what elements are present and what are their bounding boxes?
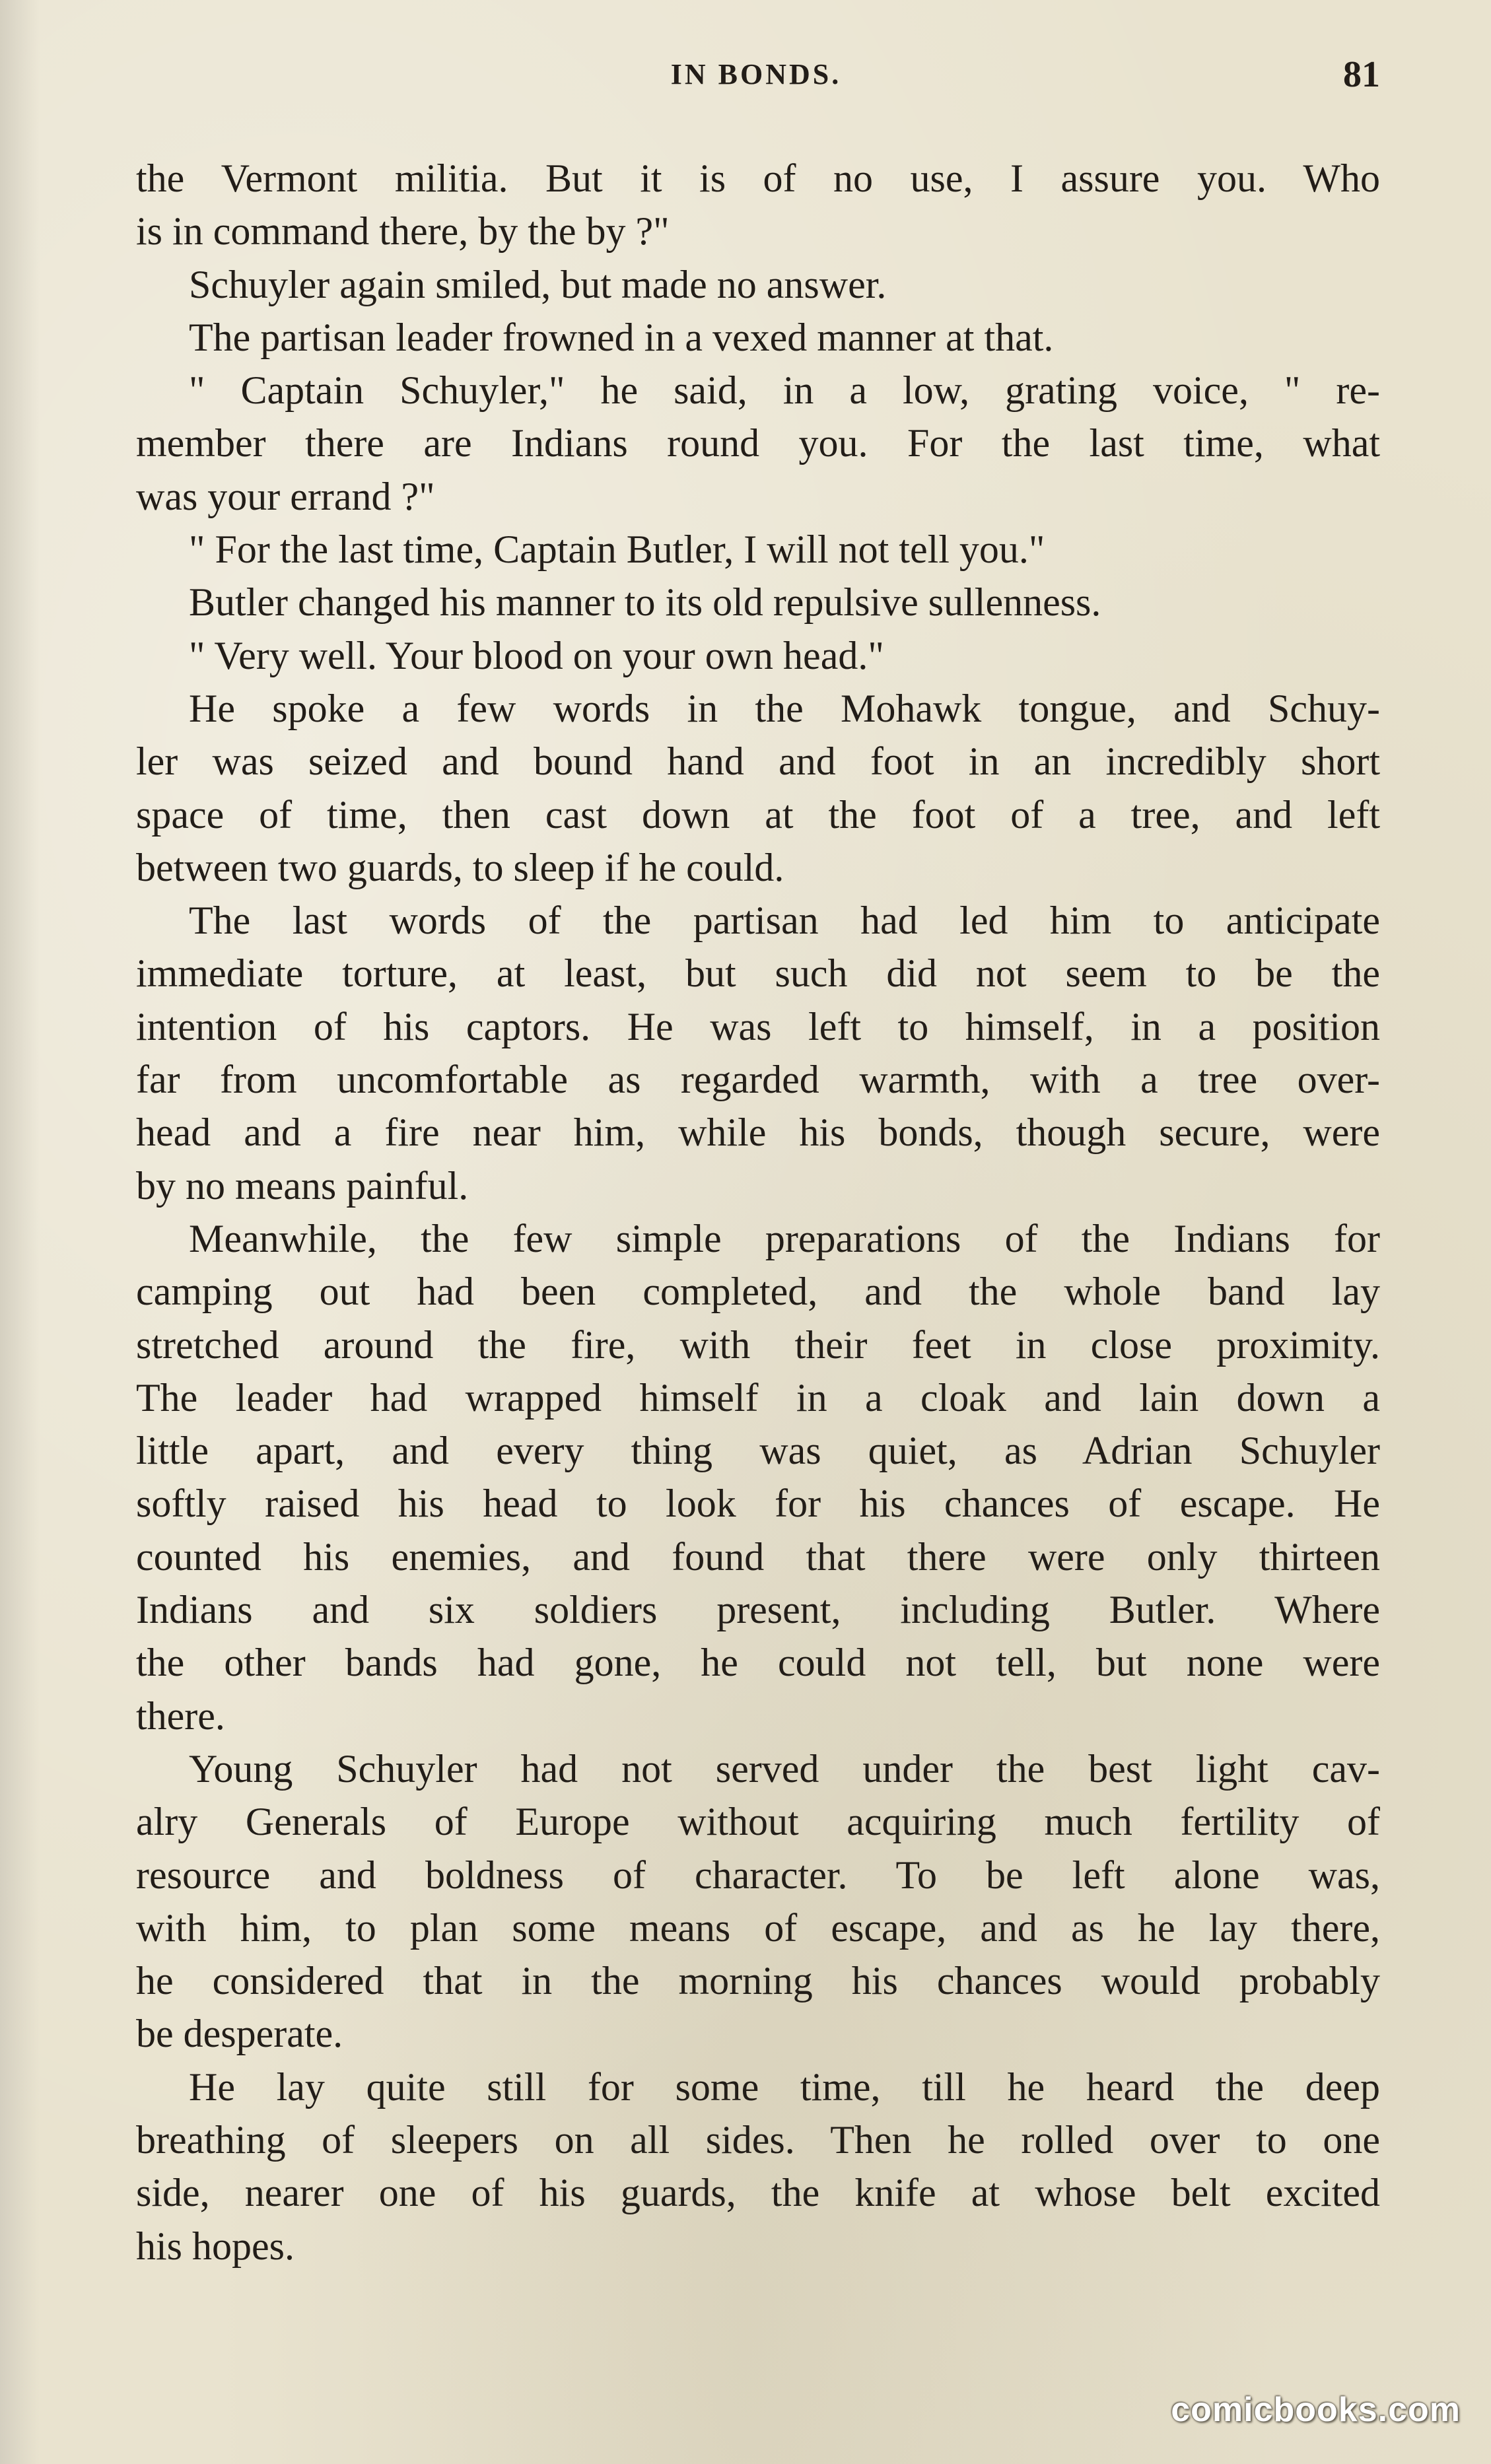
text-line: with him, to plan some means of escape, and as he lay there, <box>136 1905 1380 1950</box>
text-line: Meanwhile, the few simple preparations of the Indians for <box>189 1216 1380 1260</box>
text-line: between two guards, to sleep if he could. <box>136 845 784 889</box>
text-line: his hopes. <box>136 2224 295 2268</box>
text-line: there. <box>136 1694 225 1738</box>
text-line: intention of his captors. He was left to himself, in a position <box>136 1004 1380 1048</box>
text-line: The partisan leader frowned in a vexed manner at that. <box>189 315 1054 359</box>
text-line: the Vermont militia. But it is of no use, I assure you. Who <box>136 156 1380 200</box>
text-line: He spoke a few words in the Mohawk tongue, and Schuy- <box>189 686 1380 730</box>
text-line: he considered that in the morning his chances would probably <box>136 1959 1380 2003</box>
text-line: is in command there, by the by ?" <box>136 209 670 254</box>
text-line: immediate torture, at least, but such did not seem to be the <box>136 951 1380 996</box>
text-line: member there are Indians round you. For the last time, what <box>136 421 1380 465</box>
text-line: The last words of the partisan had led him to anticipate <box>189 899 1380 943</box>
text-line: head and a fire near him, while his bonds, though secure, were <box>136 1111 1380 1155</box>
text-line: Schuyler again smiled, but made no answer. <box>189 262 887 306</box>
text-line: was your errand ?" <box>136 474 435 518</box>
text-line: " Captain Schuyler," he said, in a low, grating voice, " re- <box>189 368 1380 413</box>
text-line: counted his enemies, and found that there were only thirteen <box>136 1534 1380 1579</box>
text-line: far from uncomfortable as regarded warmth, with a tree over- <box>136 1058 1380 1102</box>
text-line: He lay quite still for some time, till he heard the deep <box>189 2065 1380 2109</box>
text-line: " For the last time, Captain Butler, I will not tell you." <box>189 528 1045 572</box>
text-line: Indians and six soldiers present, including Butler. Where <box>136 1588 1380 1632</box>
text-line: little apart, and every thing was quiet, as Adrian Schuyler <box>136 1429 1380 1473</box>
running-head <box>132 51 1380 98</box>
text-line: The leader had wrapped himself in a cloak and lain down a <box>136 1375 1380 1420</box>
body-text <box>136 152 1380 2273</box>
text-line: by no means painful. <box>136 1163 469 1208</box>
text-line: alry Generals of Europe without acquiring much fertility of <box>136 1800 1380 1844</box>
text-line: camping out had been completed, and the whole band lay <box>136 1270 1380 1314</box>
text-line: " Very well. Your blood on your own head." <box>189 633 884 677</box>
text-line: stretched around the fire, with their feet in close proximity. <box>136 1322 1380 1367</box>
page-number: 81 <box>1343 54 1380 95</box>
text-line: ler was seized and bound hand and foot in an incredibly short <box>136 739 1380 784</box>
text-line: be desperate. <box>136 2012 343 2056</box>
text-line: Butler changed his manner to its old repulsive sullenness. <box>189 580 1101 625</box>
page-edge-shading <box>0 0 40 2464</box>
text-line: side, nearer one of his guards, the knife at whose belt excited <box>136 2171 1380 2215</box>
watermark: comicbooks.com <box>1171 2391 1461 2429</box>
text-line: breathing of sleepers on all sides. Then he rolled over to one <box>136 2117 1380 2162</box>
text-line: space of time, then cast down at the foot of a tree, and left <box>136 792 1380 837</box>
text-line: the other bands had gone, he could not tell, but none were <box>136 1641 1380 1685</box>
running-title: IN BONDS. <box>670 58 842 90</box>
text-line: resource and boldness of character. To be left alone was, <box>136 1853 1380 1897</box>
text-line: Young Schuyler had not served under the best light cav- <box>189 1746 1380 1791</box>
text-line: softly raised his head to look for his chances of escape. He <box>136 1482 1380 1526</box>
